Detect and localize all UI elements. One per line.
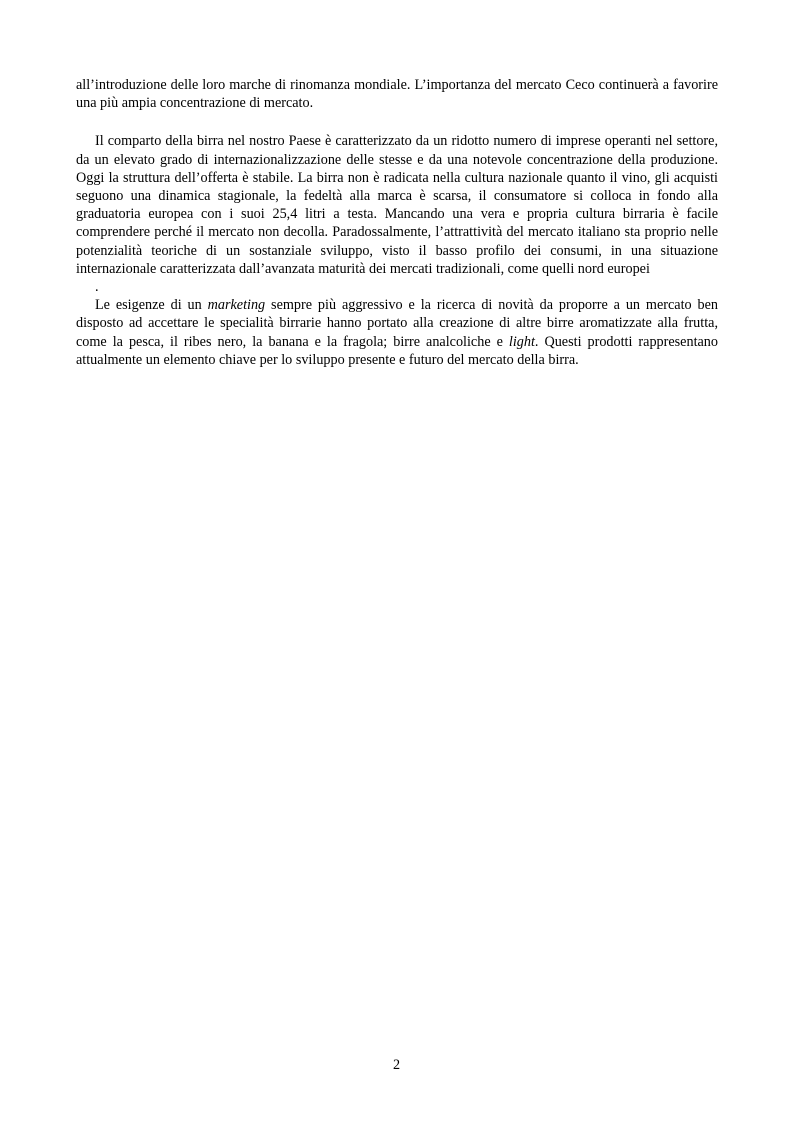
paragraph-3-italic-light: light: [508, 333, 535, 350]
page-number: 2: [392, 1057, 401, 1073]
paragraph-1: all’introduzione delle loro marche di rinomanza mondiale. L’importanza del mercato Ceco continuerà a favorire una più ampia concentrazione di mercato.: [76, 77, 718, 112]
paragraph-2: Il comparto della birra nel nostro Paese è caratterizzato da un ridotto numero di imprese operanti nel settore, da un elevato grado di internazionalizzazione delle stesse e da una notevole concentrazione della produzione. Oggi la struttura dell’offerta è stabile. La birra non è radicata nella cultura nazionale quanto il vino, gli acquisti seguono una dinamica stagionale, la fedeltà alla marca è scarsa, il consumatore si colloca in fondo alla graduatoria europea con i suoi 25,4 litri a testa. Mancando una vera e propria cultura birraria è facile comprendere perché il mercato non decolla. Paradossalmente, l’attrattività del mercato italiano sta proprio nelle potenzialità teoriche di un sostanziale sviluppo, visto il basso profilo dei consumi, in una situazione internazionale caratterizzata dall’avanzata maturità dei mercati tradizionali, come quelli nord europei: [76, 133, 718, 277]
paragraph-3-text-a: Le esigenze di un: [95, 297, 208, 314]
paragraph-gap: [76, 112, 718, 132]
paragraph-3-text-c: . Questi prodotti rappresentano attualmente un elemento chiave per lo sviluppo presente e futuro del mercato della birra.: [76, 333, 718, 368]
paragraph-3-text-b: sempre più aggressivo e la ricerca di novità da proporre a un mercato ben disposto ad accettare le specialità birrarie hanno portato alla creazione di altre birre aromatizzate alla frutta, come la pesca, il ribes nero, la banana e la fragola; birre analcoliche e: [76, 297, 718, 350]
document-body: [76, 76, 718, 369]
stray-period: .: [95, 279, 99, 296]
paragraph-3: [76, 296, 718, 369]
paragraph-3-italic-marketing: marketing: [207, 297, 266, 314]
